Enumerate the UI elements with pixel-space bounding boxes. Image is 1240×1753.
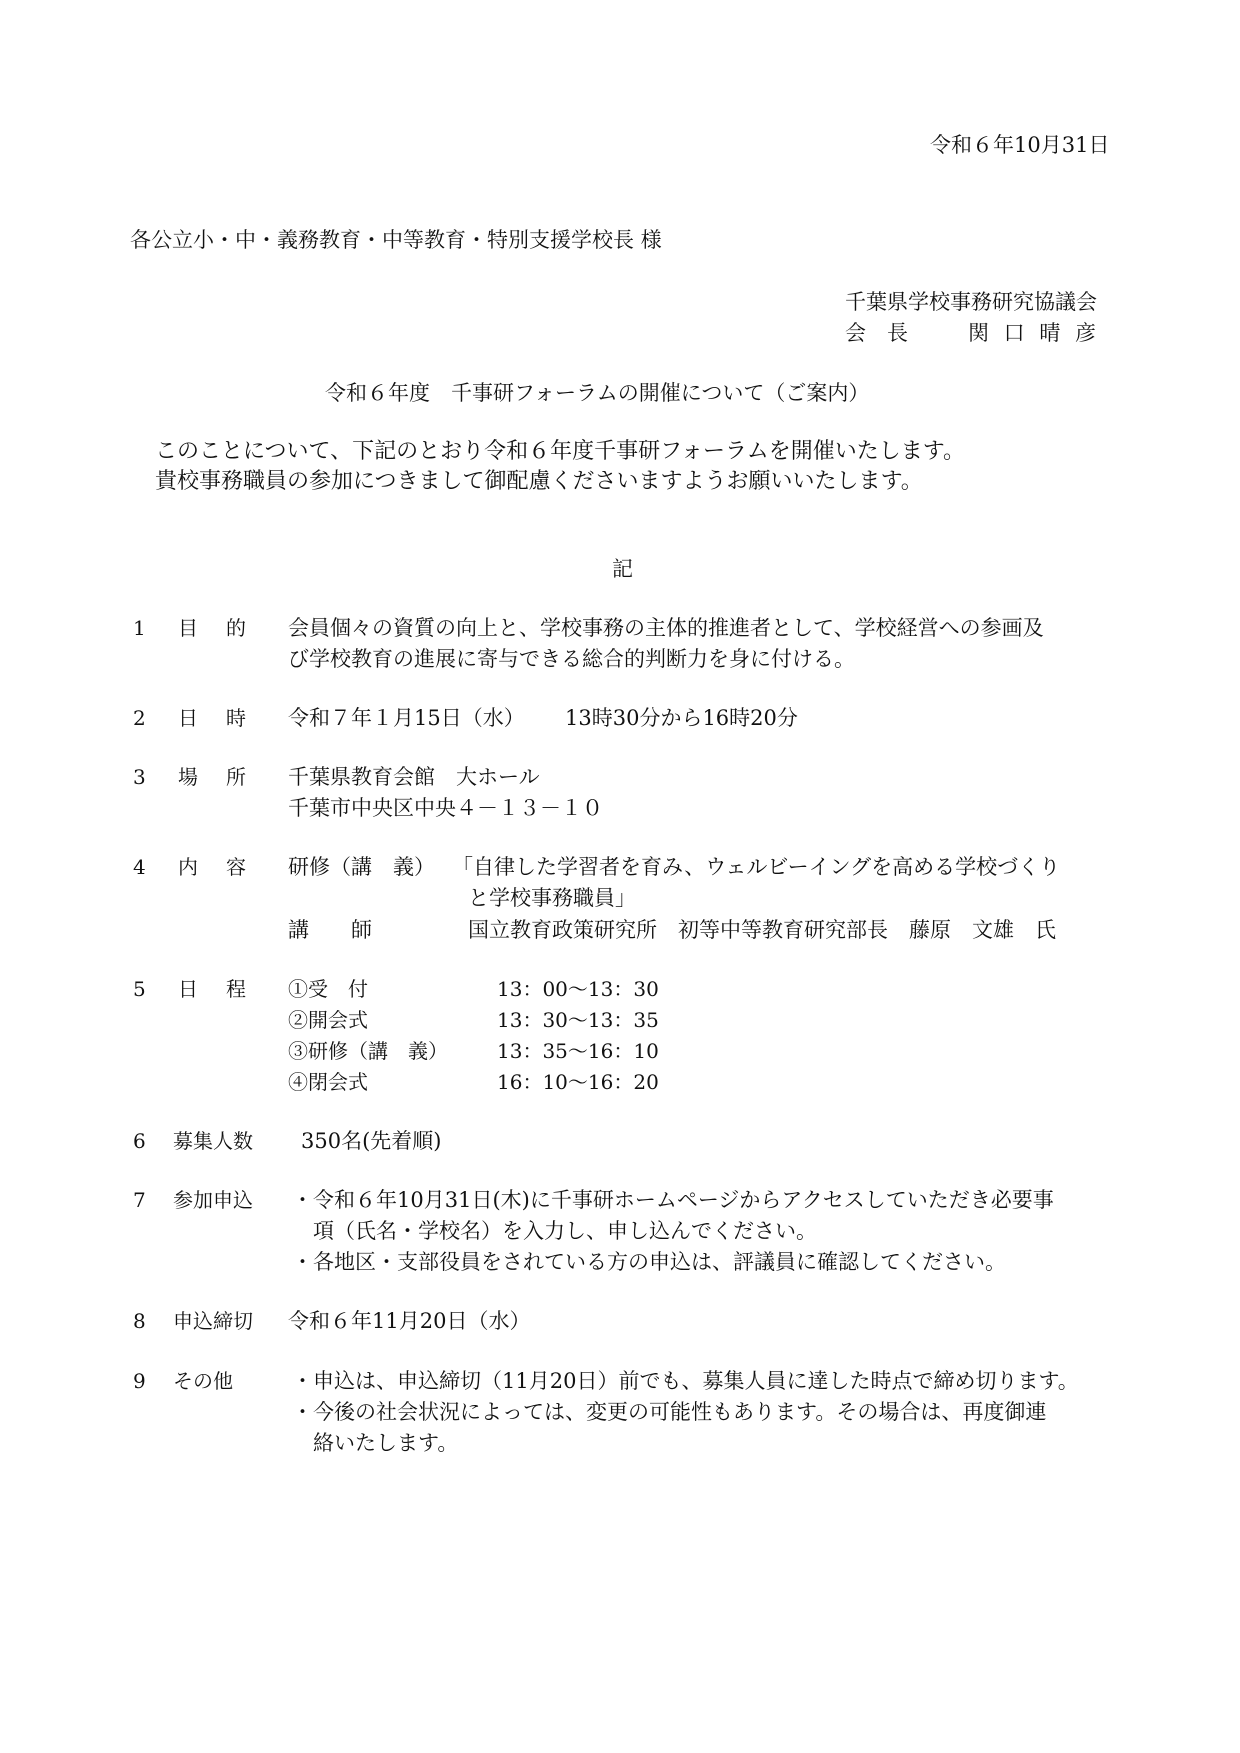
- intro-line-1: このことについて、下記のとおり令和６年度千事研フォーラムを開催いたします。: [155, 439, 966, 464]
- lecture-label: 研修（講 義）: [288, 855, 435, 879]
- item-number: 7: [133, 1188, 146, 1212]
- event-time: 13時30分から16時20分: [565, 706, 798, 730]
- schedule-row-label: ④閉会式: [288, 1070, 368, 1094]
- schedule-row-label: ②開会式: [288, 1008, 368, 1032]
- item-number: 8: [133, 1309, 146, 1333]
- application-line-1: ・令和６年10月31日(木)に千事研ホームページからアクセスしていただき必要事: [292, 1188, 1054, 1212]
- lecturer-label: 講 師: [288, 918, 372, 942]
- lecture-title-line-1: 「自律した学習者を育み、ウェルビーイングを高める学校づくり: [452, 855, 1061, 879]
- other-line-2: ・今後の社会状況によっては、変更の可能性もあります。その場合は、再度御連: [292, 1400, 1047, 1424]
- event-date: 令和７年１月15日（水）: [288, 706, 525, 730]
- item-number: 3: [133, 765, 146, 789]
- schedule-row-time: 13：35～16：10: [497, 1039, 659, 1063]
- application-line-2: 項（氏名・学校名）を入力し、申し込んでください。: [292, 1219, 817, 1243]
- item-label-purpose: 目 的: [178, 616, 246, 640]
- capacity-value: 350名(先着順): [301, 1129, 442, 1153]
- item-number: 2: [133, 706, 146, 730]
- application-line-3: ・各地区・支部役員をされている方の申込は、評議員に確認してください。: [292, 1250, 1006, 1274]
- sender-name: 関 口 晴 彦: [968, 321, 1101, 345]
- item-label-deadline: 申込締切: [173, 1309, 253, 1333]
- item-label-datetime: 日 時: [178, 706, 246, 730]
- intro-line-2: 貴校事務職員の参加につきまして御配慮くださいますようお願いいたします。: [155, 469, 923, 494]
- schedule-row-label: ①受 付: [288, 977, 368, 1001]
- item-number: 4: [133, 855, 146, 879]
- other-line-3: 絡いたします。: [292, 1431, 459, 1455]
- item-label-place: 場 所: [178, 765, 246, 789]
- venue-address: 千葉市中央区中央４－１３－１０: [288, 796, 603, 820]
- item-label-other: その他: [173, 1369, 233, 1393]
- ki-heading: 記: [612, 557, 633, 581]
- schedule-row-time: 13：00～13：30: [497, 977, 659, 1001]
- item-label-schedule: 日 程: [178, 977, 246, 1001]
- item-label-capacity: 募集人数: [173, 1129, 253, 1153]
- deadline-value: 令和６年11月20日（水）: [288, 1309, 531, 1333]
- sender-organization: 千葉県学校事務研究協議会: [845, 290, 1097, 314]
- lecturer-name: 国立教育政策研究所 初等中等教育研究部長 藤原 文雄 氏: [468, 918, 1056, 942]
- item-label-application: 参加申込: [173, 1188, 253, 1212]
- item-number: 9: [133, 1369, 146, 1393]
- schedule-row-label: ③研修（講 義）: [288, 1039, 448, 1063]
- venue-name: 千葉県教育会館 大ホール: [288, 765, 540, 789]
- item-label-content: 内 容: [178, 855, 246, 879]
- item-number: 6: [133, 1129, 146, 1153]
- item-number: 1: [133, 616, 146, 640]
- issue-date: 令和６年10月31日: [930, 133, 1110, 157]
- schedule-row-time: 16：10～16：20: [497, 1070, 659, 1094]
- other-line-1: ・申込は、申込締切（11月20日）前でも、募集人員に達した時点で締め切ります。: [292, 1369, 1079, 1393]
- addressee: 各公立小・中・義務教育・中等教育・特別支援学校長 様: [130, 228, 662, 252]
- item-number: 5: [133, 977, 146, 1001]
- purpose-line-1: 会員個々の資質の向上と、学校事務の主体的推進者として、学校経営への参画及: [288, 616, 1044, 640]
- lecture-title-line-2: と学校事務職員」: [468, 886, 636, 910]
- purpose-line-2: び学校教育の進展に寄与できる総合的判断力を身に付ける。: [288, 647, 855, 671]
- subject-title: 令和６年度 千事研フォーラムの開催について（ご案内）: [325, 381, 870, 405]
- schedule-row-time: 13：30～13：35: [497, 1008, 659, 1032]
- sender-title: 会 長: [845, 321, 908, 345]
